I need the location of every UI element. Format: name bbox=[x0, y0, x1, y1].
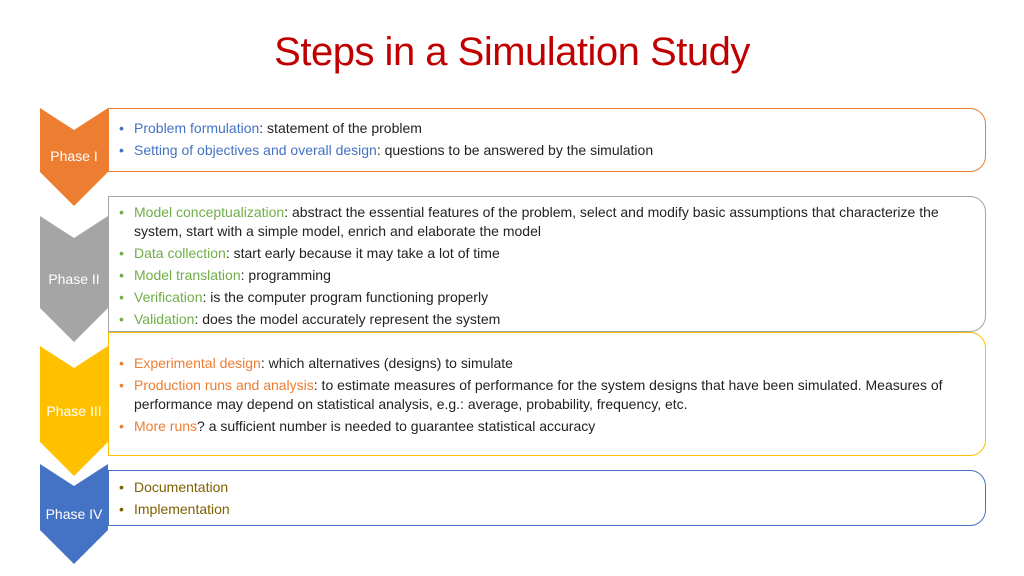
item-term: Model translation bbox=[134, 267, 241, 283]
item-term: Verification bbox=[134, 289, 203, 305]
item-term: Implementation bbox=[134, 501, 230, 517]
item-term: Experimental design bbox=[134, 355, 261, 371]
item-description: ? a sufficient number is needed to guarantee statistical accuracy bbox=[197, 418, 596, 434]
phase-3-box bbox=[108, 332, 986, 456]
item-description: : abstract the essential features of the problem, select and modify basic assumptions that characterize the system, start with a simple model, enrich and elaborate the model bbox=[134, 204, 939, 239]
item-description: : start early because it may take a lot of time bbox=[225, 245, 500, 261]
phase-2-label: Phase II bbox=[48, 271, 100, 287]
phase-4-chevron bbox=[40, 464, 108, 564]
phase-4-label: Phase IV bbox=[45, 506, 103, 522]
item-description: : to estimate measures of performance for the system designs that have been simulated. Measures of performance may depend on statistical analysis, e.g.: average, probability, frequency, etc. bbox=[134, 377, 943, 412]
item-term: More runs bbox=[134, 418, 198, 434]
phase-2-chevron bbox=[40, 216, 108, 342]
item-term: Validation bbox=[134, 311, 195, 327]
phase-1-label: Phase I bbox=[50, 148, 98, 164]
list-item: • Documentation bbox=[119, 479, 229, 495]
phase-3-chevron bbox=[40, 346, 108, 476]
item-description: : which alternatives (designs) to simulate bbox=[260, 355, 513, 371]
phase-4-box bbox=[108, 470, 986, 526]
list-item: • Production runs and analysis: to estimate measures of performance for the system designs that have been simulated. Measures of performance may depend on statistical analysis, e.g.: average, probability, frequency, etc. bbox=[119, 377, 943, 412]
list-item: • Model translation: programming bbox=[119, 267, 331, 283]
list-item: • Setting of objectives and overall design: questions to be answered by the simulation bbox=[119, 142, 654, 158]
list-item: • Data collection: start early because it may take a lot of time bbox=[119, 245, 500, 261]
list-item: • Problem formulation: statement of the problem bbox=[119, 120, 422, 136]
item-description: : questions to be answered by the simulation bbox=[376, 142, 654, 158]
list-item: • Validation: does the model accurately represent the system bbox=[119, 311, 501, 327]
item-term: Problem formulation bbox=[134, 120, 260, 136]
phase-3-label: Phase III bbox=[46, 403, 102, 419]
item-description: : does the model accurately represent the system bbox=[194, 311, 501, 327]
list-item: • Verification: is the computer program functioning properly bbox=[119, 289, 489, 305]
phase-2-box bbox=[108, 196, 986, 332]
item-term: Production runs and analysis bbox=[134, 377, 314, 393]
item-term: Model conceptualization bbox=[134, 204, 285, 220]
item-description: : programming bbox=[240, 267, 331, 283]
phase-1-box bbox=[108, 108, 986, 172]
item-term: Setting of objectives and overall design bbox=[134, 142, 377, 158]
phase-1-chevron bbox=[40, 108, 108, 206]
item-term: Data collection bbox=[134, 245, 226, 261]
item-description: : statement of the problem bbox=[259, 120, 422, 136]
list-item: • Implementation bbox=[119, 501, 230, 517]
list-item: • Experimental design: which alternatives (designs) to simulate bbox=[119, 355, 513, 371]
item-term: Documentation bbox=[134, 479, 229, 495]
list-item: • Model conceptualization: abstract the essential features of the problem, select and modify basic assumptions that characterize the system, start with a simple model, enrich and elaborate the model bbox=[119, 204, 939, 239]
list-item: • More runs? a sufficient number is needed to guarantee statistical accuracy bbox=[119, 418, 596, 434]
item-description: : is the computer program functioning properly bbox=[202, 289, 489, 305]
slide-title: Steps in a Simulation Study bbox=[274, 30, 750, 74]
